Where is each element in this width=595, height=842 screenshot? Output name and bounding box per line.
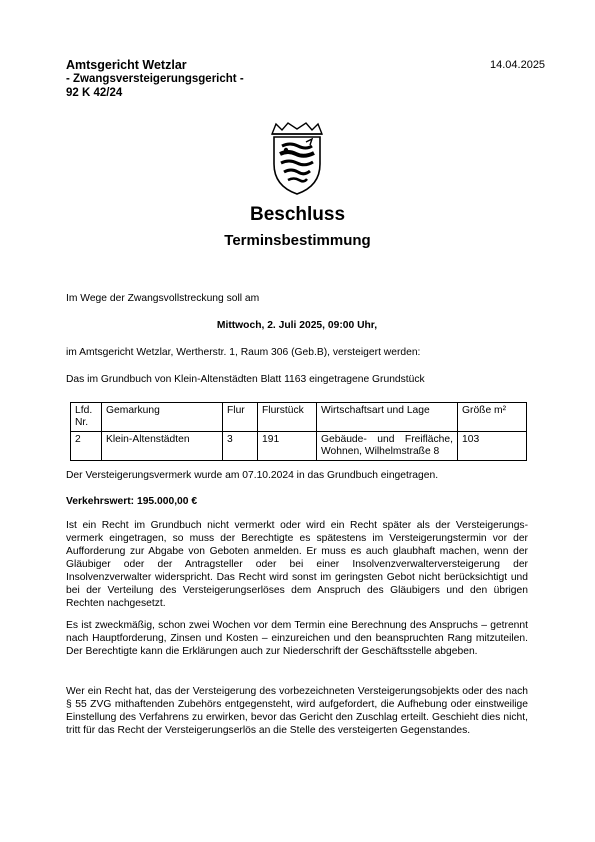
table-header-cell: Flurstück [258, 403, 317, 432]
paragraph-claim-calculation: Es ist zweckmäßig, schon zwei Wochen vor dem Termin eine Berechnung des Anspruchs – getrennt nach Hauptforderung, Zinsen und Kosten – einzureichen und den beanspruchten Rang mitzuteilen. Der Berechtigte kann die Erklärungen auch zur Niederschrift der Geschäftsstelle abgeben. [66, 620, 528, 657]
registration-text: Der Versteigerungsvermerk wurde am 07.10.2024 in das Grundbuch eingetragen. [66, 470, 439, 481]
table-header-cell: Flur [223, 403, 258, 432]
table-cell-text: Gebäude- und Freifläche, Wohnen, Wilhelmstraße 8 [321, 434, 453, 457]
court-header [66, 58, 244, 100]
case-number: 92 K 42/24 [66, 87, 123, 99]
paragraph-opposing-rights: Wer ein Recht hat, das der Versteigerung des vorbezeichneten Versteigerungsobjekts oder des nach § 55 ZVG mithaftenden Zubehörs entgegensteht, wird aufgefordert, die Aufhebung oder einstweilige Einstellung des Verfahrens zu erwirken, bevor das Gericht den Zuschlag erteilt. Geschieht dies nicht, tritt für das Recht der Versteigerungserlös an die Stelle des versteigerten Gegenstandes. [66, 686, 528, 736]
table-header-cell: Gemarkung [102, 403, 223, 432]
table-cell: 103 [458, 432, 527, 461]
court-name: Amtsgericht Wetzlar [66, 58, 187, 72]
intro-text: Im Wege der Zwangsvollstreckung soll am [66, 293, 260, 304]
document-title: Beschluss [249, 204, 346, 225]
table-cell: 2 [71, 432, 102, 461]
table-row [71, 432, 527, 461]
table-cell: Klein-Altenstädten [102, 432, 223, 461]
table-header-row [71, 403, 527, 432]
table-cell: 191 [258, 432, 317, 461]
table-cell: 3 [223, 432, 258, 461]
document-date: 14.04.2025 [490, 59, 546, 71]
location-text: im Amtsgericht Wetzlar, Wertherstr. 1, Raum 306 (Geb.B), versteigert werden: [66, 347, 421, 358]
table-cell [317, 432, 458, 461]
market-value: Verkehrswert: 195.000,00 € [66, 496, 198, 507]
table-header-cell: Wirtschaftsart und Lage [317, 403, 458, 432]
document-subtitle: Terminsbestimmung [224, 232, 371, 249]
court-division: - Zwangsversteigerungsgericht - [66, 73, 244, 85]
table-header-cell: Lfd. Nr. [71, 403, 102, 432]
appointment-date: Mittwoch, 2. Juli 2025, 09:00 Uhr, [216, 320, 378, 331]
property-table [70, 402, 527, 461]
table-header-cell: Größe m² [458, 403, 527, 432]
paragraph-late-registration: Ist ein Recht im Grundbuch nicht vermerkt oder wird ein Recht später als der Versteigerungs- vermerk eingetragen, so muss der Berechtigte es spätestens im Versteigerungstermin vor der Aufforderung zur Abgabe von Geboten anmelden. Er muss es auch glaubhaft machen, wenn der Gläubiger oder der Antragsteller oder bei einer Insolvenzverwalterversteigerung der Insolvenzverwalter widerspricht. Das Recht wird sonst im geringsten Gebot nicht berücksichtigt und bei der Verteilung des Versteigerungserlöses dem Anspruch des Gläubigers und den übrigen Rechten nachgesetzt. [66, 520, 528, 609]
hesse-coat-of-arms-icon [266, 120, 328, 196]
property-intro: Das im Grundbuch von Klein-Altenstädten Blatt 1163 eingetragene Grundstück [66, 374, 425, 385]
